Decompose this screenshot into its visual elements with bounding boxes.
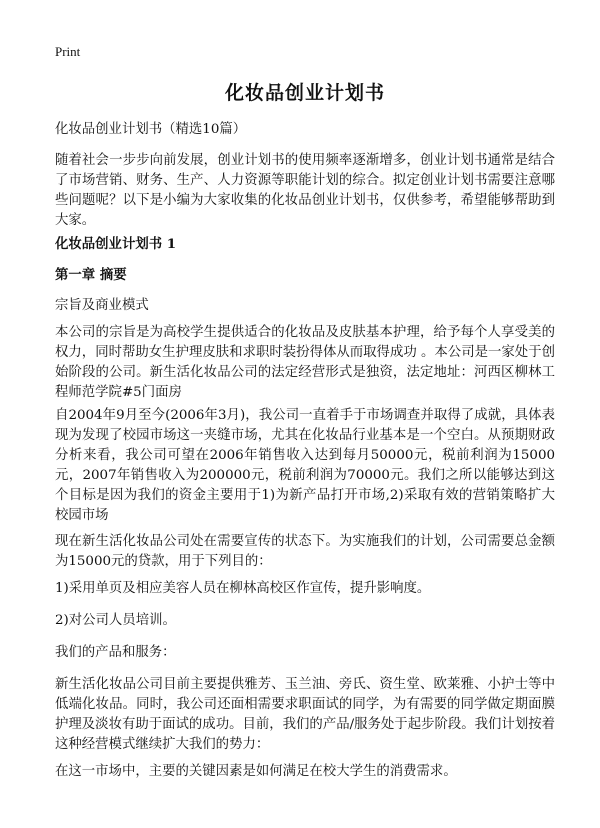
paragraph-3: 现在新生活化妆品公司处在需要宣传的状态下。为实施我们的计划，公司需要总金额为15000元的贷款，用于下列目的： xyxy=(55,534,555,569)
paragraph-4: 1)采用单页及相应美容人员在柳林高校区作宣传，提升影响度。 xyxy=(55,581,431,596)
document-title: 化妆品创业计划书 xyxy=(224,82,385,104)
paragraph-7: 新生活化妆品公司目前主要提供雅芳、玉兰油、旁氏、资生堂、欧莱雅、小护士等中低端化妆品。同时，我公司还面相需要求职面试的同学，为有需要的同学做定期面膜护理及淡妆有助于面试的成功。目前，我们的产品/服务处于起步阶段。我们计划按着这种经营模式继续扩大我们的势力： xyxy=(55,677,555,752)
intro-paragraph: 随着社会一步步向前发展，创业计划书的使用频率逐渐增多，创业计划书通常是结合了市场营销、财务、生产、人力资源等职能计划的综合。拟定创业计划书需要注意哪些问题呢？以下是小编为大家收集的化妆品创业计划书，仅供参考，希望能够帮助到大家。 xyxy=(55,153,555,228)
paragraph-5: 2)对公司人员培训。 xyxy=(55,613,176,628)
section-heading: 化妆品创业计划书 1 xyxy=(55,236,177,252)
paragraph-1: 本公司的宗旨是为高校学生提供适合的化妆品及皮肤基本护理，给予每个人享受美的权力，同时帮助女生护理皮肤和求职时装扮得体从而取得成功 。本公司是一家处于创始阶段的公司。新生活化妆品公司的法定经营形式是独资，法定地址：河西区柳林工程师范学院#5门面房 xyxy=(55,325,555,400)
print-link[interactable]: Print xyxy=(55,44,81,59)
paragraph-6: 我们的产品和服务： xyxy=(55,645,176,660)
sub-heading: 宗旨及商业模式 xyxy=(55,298,149,313)
paragraph-2: 自2004年9月至今(2006年3月)，我公司一直着手于市场调查并取得了成就，具体表现为发现了校园市场这一夹缝市场，尤其在化妆品行业基本是一个空白。从预期财政分析来看，我公司可望在2006年销售收入达到每月50000元，税前利润为15000元，2007年销售收入为200000元，税前利润为70000元。我们之所以能够达到这个目标是因为我们的资金主要用于1)为新产品打开市场,2)采取有效的营销策略扩大校园市场 xyxy=(55,408,555,523)
chapter-heading: 第一章 摘要 xyxy=(55,267,127,283)
paragraph-8: 在这一市场中，主要的关键因素是如何满足在校大学生的消费需求。 xyxy=(55,764,457,779)
document-subtitle: 化妆品创业计划书（精选10篇） xyxy=(55,122,247,137)
